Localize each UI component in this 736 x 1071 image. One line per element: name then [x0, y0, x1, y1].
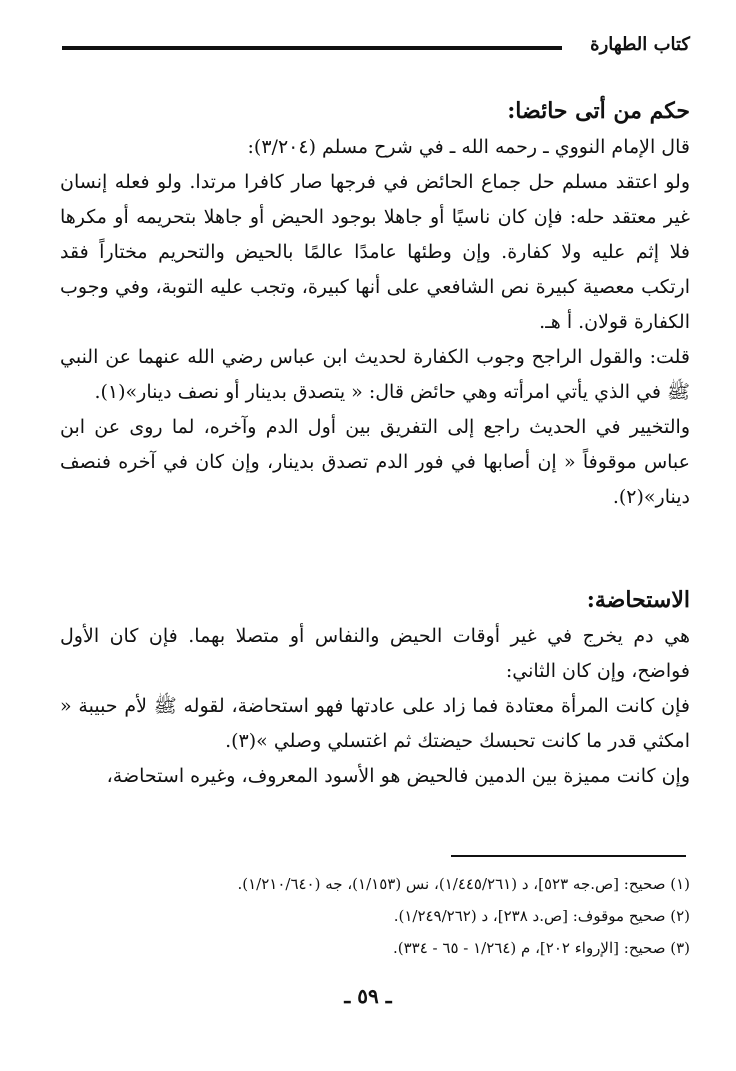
main-text	[60, 92, 690, 794]
section-title-istihada: الاستحاضة:	[586, 587, 690, 613]
footnote-3: (٣) صحيح: [الإرواء ٢٠٢]، م (١/٢٦٤ - ٦٥ - ٣٣٤).	[392, 939, 690, 957]
running-header	[62, 34, 690, 64]
page-number: ـ ٥٩ ـ	[344, 984, 392, 1008]
nawawi-quote-paragraph: ولو اعتقد مسلم حل جماع الحائض في فرجها صار كافرا مرتدا. ولو فعله إنسان غير معتقد حله: فإن كان ناسيًا أو جاهلا بوجود الحيض أو جاهلا بتحريمه أو مكرها فلا إثم عليه ولا كفارة. وإن وطئها عامدًا عالمًا بالحيض والتحريم مختاراً فقد ارتكب معصية كبيرة نص الشافعي على أنها كبيرة، وتجب عليه التوبة، وفي وجوب الكفارة قولان. أ هـ.	[60, 171, 690, 333]
footnote-2: (٢) صحيح موقوف: [ص.د ٢٣٨]، د (١/٢٤٩/٢٦٢).	[393, 907, 690, 925]
hadith-explanation-paragraph: والتخيير في الحديث راجع إلى التفريق بين أول الدم وآخره، لما روى عن ابن عباس موقوفاً « إن أصابها في فور الدم تصدق بدينار، وإن كان في آخره فنصف دينار»(٢).	[60, 416, 690, 508]
footnote-separator	[451, 855, 686, 857]
header-rule	[62, 46, 562, 50]
distinguishing-woman-paragraph: وإن كانت مميزة بين الدمين فالحيض هو الأسود المعروف، وغيره استحاضة،	[106, 765, 690, 787]
footnote-1: (١) صحيح: [ص.جه ٥٢٣]، د (١/٤٤٥/٢٦١)، نس (١/١٥٣)، جه (١/٢١٠/٦٤٠).	[237, 875, 690, 893]
habitual-woman-paragraph: فإن كانت المرأة معتادة فما زاد على عادتها فهو استحاضة، لقوله ﷺ لأم حبيبة « امكثي قدر ما كانت تحبسك حيضتك ثم اغتسلي وصلي »(٣).	[60, 695, 690, 752]
istihada-definition-paragraph: هي دم يخرج في غير أوقات الحيض والنفاس أو متصلا بهما. فإن كان الأول فواضح، وإن كان الثاني:	[60, 625, 690, 682]
section-gap	[60, 515, 690, 581]
nawawi-citation: قال الإمام النووي ـ رحمه الله ـ في شرح مسلم (٣/٢٠٤):	[247, 136, 690, 158]
author-opinion-paragraph: قلت: والقول الراجح وجوب الكفارة لحديث ابن عباس رضي الله عنهما عن النبي ﷺ في الذي يأتي امرأته وهي حائض قال: « يتصدق بدينار أو نصف دينار»(١).	[60, 346, 690, 403]
header-title: كتاب الطهارة	[590, 34, 690, 55]
footnotes	[60, 868, 690, 964]
section-title-menstruating-intercourse: حكم من أتى حائضا:	[507, 98, 690, 124]
